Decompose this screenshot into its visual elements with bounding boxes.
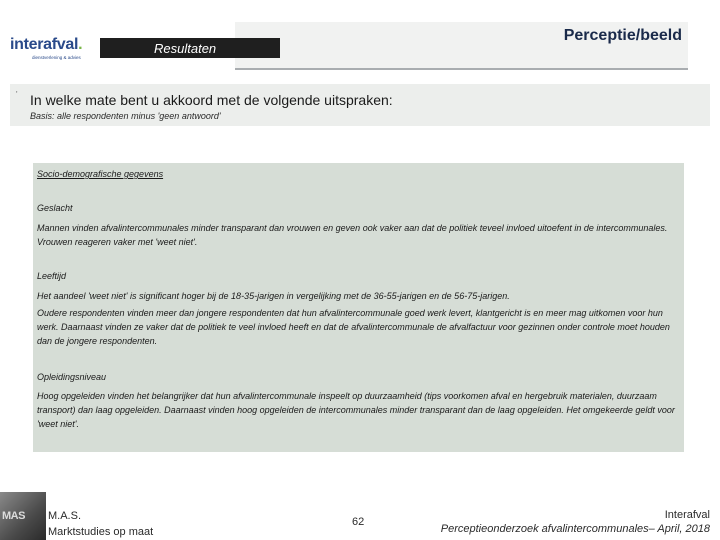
footer-company	[48, 508, 153, 540]
mas-logo-photo	[0, 492, 46, 540]
logo-brand-dot: .	[78, 36, 83, 53]
gender-text: Mannen vinden afvalintercommunales minder transparant dan vrouwen en geven ook vaker aan dat de politiek teveel invloed uitoefent in de intercommunales. Vrouwen reageren vaker met 'weet niet'.	[37, 223, 668, 247]
question-band	[10, 84, 710, 126]
logo-brand-text: interafval	[10, 36, 79, 53]
company-tagline: Marktstudies op maat	[48, 526, 154, 538]
section-label: Resultaten	[154, 41, 217, 56]
page-number: 62	[352, 516, 365, 528]
header-panel	[235, 22, 688, 70]
bullet-mark: '	[16, 90, 18, 99]
company-name: M.A.S.	[48, 510, 82, 522]
basis-text: Basis: alle respondenten minus 'geen antwoord'	[30, 111, 221, 121]
footer-report-title: Perceptieonderzoek afvalintercommunales– April, 2018	[440, 523, 710, 535]
education-text: Hoog opgeleiden vinden het belangrijker dat hun afvalintercommunale inspeelt op duurzaamheid (tips voorkomen afval en hergebruik materialen, duurzaam transport) dan laag opgeleiden. Daarnaast vinden hoog opgeleiden de intercommunales minder transparant dan de laag opgeleiden. Het omgekeerde geldt voor 'weet niet'.	[37, 391, 675, 429]
footer-client: Interafval	[664, 509, 710, 521]
mas-logo-text: MAS	[2, 510, 25, 522]
page-title: Perceptie/beeld	[563, 27, 682, 44]
gender-title: Geslacht	[37, 203, 73, 213]
interafval-logo	[10, 36, 100, 66]
section-bar	[100, 38, 280, 58]
content-heading: Socio-demografische gegevens	[37, 169, 164, 179]
footer-right	[441, 508, 710, 536]
age-text-1: Het aandeel 'weet niet' is significant hoger bij de 18-35-jarigen in vergelijking met de 36-55-jarigen en de 56-75-jarigen.	[37, 291, 510, 301]
age-title: Leeftijd	[37, 271, 67, 281]
logo-wordmark	[10, 36, 100, 54]
education-title: Opleidingsniveau	[37, 372, 107, 382]
age-text-2: Oudere respondenten vinden meer dan jongere respondenten dat hun afvalintercommunale goed werk levert, klantgericht is en meer mag uitkomen voor hun werk. Daarnaast vinden ze vaker dat de politiek te veel invloed heeft en dat de afvalintercommunale de afvalfactuur voor gezinnen onder controle moet houden dan de jongere respondenten.	[37, 308, 670, 346]
content-box	[33, 163, 684, 452]
question-text: In welke mate bent u akkoord met de volgende uitspraken:	[30, 92, 393, 108]
logo-tagline: dienstverlening & advies	[32, 55, 81, 60]
